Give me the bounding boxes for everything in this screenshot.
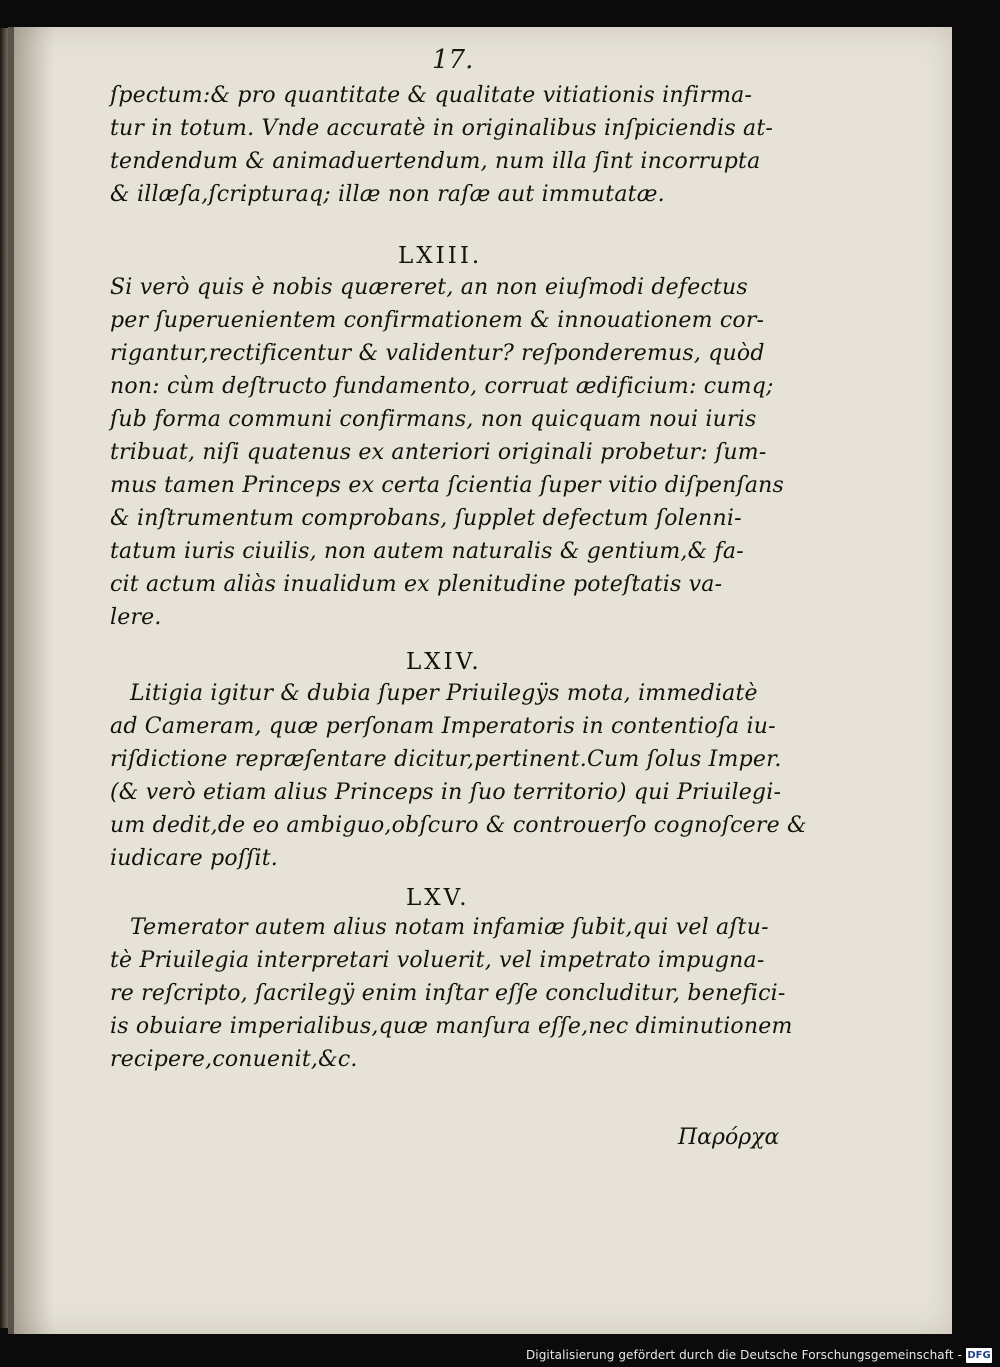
text-line: iudicare poſſit. [110,846,278,871]
text-line: Temerator autem alius notam infamiæ ſubit,qui vel aſtu- [130,915,769,940]
book-page [8,27,952,1334]
text-line: tur in totum. Vnde accuratè in originalibus inſpiciendis at- [110,116,774,141]
text-line: ſub forma communi confirmans, non quicquam noui iuris [110,407,757,432]
text-line: tribuat, niſi quatenus ex anteriori originali probetur: ſum- [110,440,767,465]
footer-credit: Digitalisierung gefördert durch die Deutsche Forschungsgemeinschaft - [525,1348,962,1362]
section-heading-lxiv: LXIV. [406,649,482,675]
text-line: mus tamen Princeps ex certa ſcientia ſuper vitio diſpenſans [110,473,785,498]
footer-bar [0,1343,1000,1367]
section-lxiii-body [110,271,790,634]
section-heading-lxiii: LXIII. [398,243,483,269]
section-heading-lxv: LXV. [406,885,470,911]
text-line: recipere,conuenit,&c. [110,1047,358,1072]
text-line: (& verò etiam alius Princeps in ſuo territorio) qui Priuilegi- [110,780,782,805]
text-line: rigantur,rectificentur & validentur? reſponderemus, quòd [110,341,765,366]
text-line: & illæſa,ſcripturaq; illæ non raſæ aut immutatæ. [110,182,665,207]
page-number: 17. [432,45,474,75]
paragraph-continuation [110,79,790,211]
section-lxiv-body [110,677,807,875]
section-lxv-body [110,911,793,1076]
text-line: & inſtrumentum comprobans, ſupplet defectum ſolenni- [110,506,742,531]
text-line: ad Cameram, quæ perſonam Imperatoris in contentioſa iu- [110,714,776,739]
text-line: is obuiare imperialibus,quæ manſura eſſe,nec diminutionem [110,1014,793,1039]
text-line: lere. [110,605,162,630]
text-line: tè Priuilegia interpretari voluerit, vel impetrato impugna- [110,948,765,973]
text-line: tatum iuris ciuilis, non autem naturalis & gentium,& fa- [110,539,744,564]
text-line: ſpectum:& pro quantitate & qualitate vitiationis infirma- [110,83,753,108]
text-line: cit actum aliàs inualidum ex plenitudine poteſtatis va- [110,572,723,597]
text-line: Si verò quis è nobis quæreret, an non eiuſmodi defectus [110,275,748,300]
text-line: re reſcripto, ſacrilegÿ enim inſtar eſſe concluditur, benefici- [110,981,786,1006]
text-line: non: cùm deſtructo fundamento, corruat ædificium: cumq; [110,374,774,399]
text-line: um dedit,de eo ambiguo,obſcuro & controuerſo cognoſcere & [110,813,807,838]
text-line: Litigia igitur & dubia ſuper Priuilegÿs mota, immediatè [130,681,758,706]
text-line: riſdictione repræſentare dicitur,pertinent.Cum ſolus Imper. [110,747,782,772]
catchword: Παρόρχα [678,1125,780,1150]
dfg-logo-icon: DFG [967,1350,991,1361]
text-line: tendendum & animaduertendum, num illa ſint incorrupta [110,149,761,174]
text-line: per ſuperuenientem confirmationem & innouationem cor- [110,308,765,333]
